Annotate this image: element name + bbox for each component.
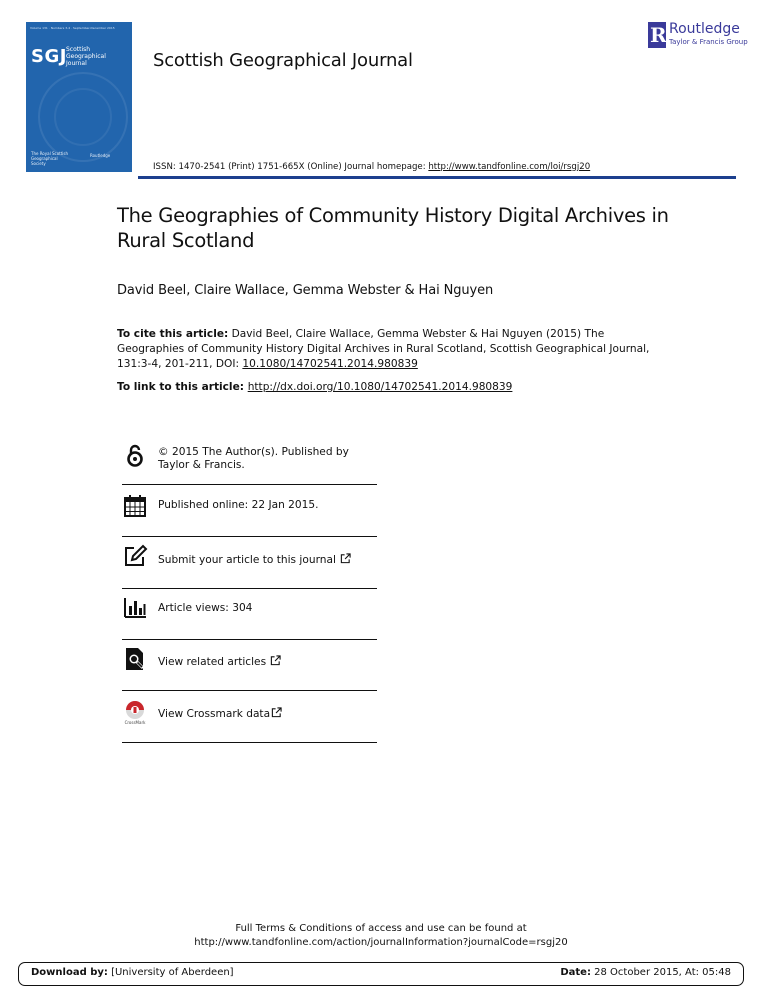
calendar-icon bbox=[122, 493, 148, 519]
terms-line: Full Terms & Conditions of access and use can be found at bbox=[235, 923, 527, 934]
cover-abbreviation: SGJ bbox=[31, 46, 67, 67]
info-divider bbox=[122, 742, 377, 743]
cover-emblem-inner bbox=[54, 88, 112, 146]
cover-society: The Royal Scottish Geographical Society bbox=[31, 151, 69, 166]
publisher-logo-name: Routledge bbox=[669, 21, 740, 37]
crossmark-link[interactable] bbox=[158, 707, 383, 721]
publisher-logo-subtitle: Taylor & Francis Group bbox=[669, 38, 748, 46]
submit-link[interactable] bbox=[158, 553, 383, 567]
cover-stripe bbox=[132, 22, 138, 172]
external-link-icon bbox=[271, 707, 282, 718]
submit-text: Submit your article to this journal bbox=[158, 554, 336, 566]
crossmark-icon bbox=[122, 699, 148, 725]
download-date bbox=[560, 967, 731, 978]
article-authors: David Beel, Claire Wallace, Gemma Webster & Hai Nguyen bbox=[117, 283, 494, 298]
views-text: Article views: 304 bbox=[158, 602, 253, 614]
edit-icon bbox=[122, 543, 148, 569]
date-value: 28 October 2015, At: 05:48 bbox=[590, 967, 731, 978]
article-link-block bbox=[117, 381, 512, 393]
journal-title: Scottish Geographical Journal bbox=[153, 50, 413, 71]
issn-text: ISSN: 1470-2541 (Print) 1751-665X (Online) Journal homepage: bbox=[153, 162, 429, 172]
download-value: [University of Aberdeen] bbox=[107, 967, 234, 978]
info-divider bbox=[122, 639, 377, 640]
crossmark-icon-label: CrossMark bbox=[124, 720, 146, 725]
crossmark-text: View Crossmark data bbox=[158, 708, 271, 720]
open-access-lock-icon bbox=[122, 443, 148, 469]
citation-block bbox=[117, 327, 652, 372]
info-divider bbox=[122, 588, 377, 589]
journal-cover-image bbox=[26, 22, 138, 172]
license-item bbox=[122, 441, 377, 477]
related-item[interactable] bbox=[122, 645, 377, 677]
info-divider bbox=[122, 690, 377, 691]
download-label: Download by: bbox=[31, 967, 108, 978]
article-title: The Geographies of Community History Digital Archives in Rural Scotland bbox=[117, 204, 669, 252]
license-text: © 2015 The Author(s). Published by Taylor & Francis. bbox=[158, 446, 349, 471]
article-doi-link[interactable]: http://dx.doi.org/10.1080/14702541.2014.980839 bbox=[247, 381, 513, 393]
cite-label: To cite this article: bbox=[117, 328, 229, 340]
published-text: Published online: 22 Jan 2015. bbox=[158, 499, 319, 511]
bar-chart-icon bbox=[122, 595, 148, 621]
download-by bbox=[31, 967, 234, 978]
related-link[interactable] bbox=[158, 655, 383, 669]
terms-url-link[interactable]: http://www.tandfonline.com/action/journalInformation?journalCode=rsgj20 bbox=[194, 937, 568, 948]
cover-issue-line: Volume 131 · Numbers 3-4 · September-December 2015 bbox=[30, 26, 115, 30]
date-label: Date: bbox=[560, 967, 591, 978]
issn-line bbox=[153, 162, 590, 172]
submit-item[interactable] bbox=[122, 542, 377, 574]
published-item bbox=[122, 492, 377, 522]
external-link-icon bbox=[270, 655, 281, 666]
crossmark-item[interactable] bbox=[122, 697, 377, 729]
cite-text: David Beel, Claire Wallace, Gemma Webster & Hai Nguyen (2015) The Geographies of Community History Digital Archives in Rural Scotland, Scottish Geographical Journal, 131:3-4, 201-211, DOI: bbox=[117, 328, 650, 370]
info-divider bbox=[122, 536, 377, 537]
views-item bbox=[122, 594, 377, 624]
cite-doi-link[interactable]: 10.1080/14702541.2014.980839 bbox=[242, 358, 418, 370]
info-divider bbox=[122, 484, 377, 485]
download-info-box bbox=[18, 962, 744, 986]
routledge-logo-icon: R bbox=[650, 23, 667, 47]
cover-journal-name: Scottish Geographical Journal bbox=[66, 46, 106, 67]
link-label: To link to this article: bbox=[117, 381, 248, 393]
journal-homepage-link[interactable]: http://www.tandfonline.com/loi/rsgj20 bbox=[428, 162, 591, 172]
external-link-icon bbox=[340, 553, 351, 564]
terms-notice bbox=[0, 922, 762, 950]
related-text: View related articles bbox=[158, 656, 267, 668]
document-search-icon bbox=[122, 646, 148, 672]
cover-publisher: Routledge bbox=[90, 153, 111, 158]
header-divider bbox=[138, 176, 736, 179]
